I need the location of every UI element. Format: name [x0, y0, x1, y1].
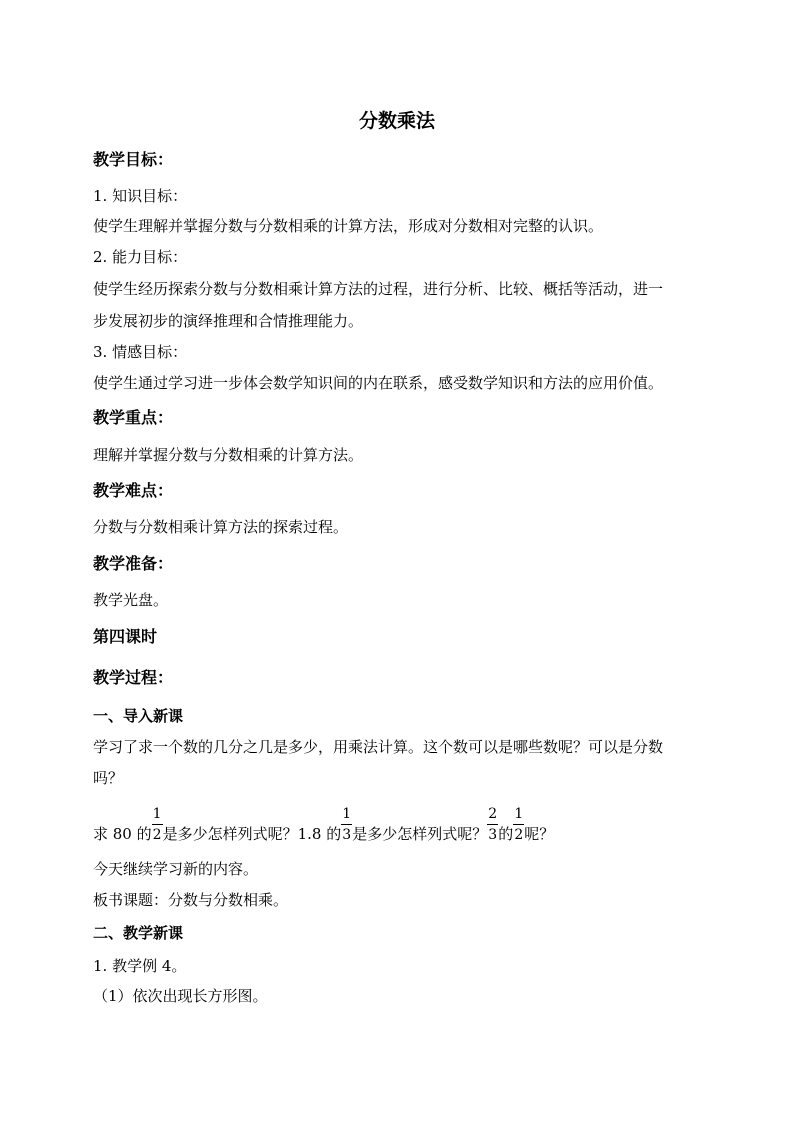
lesson-heading: 第四课时	[93, 627, 158, 646]
example-text: 1. 教学例 4。	[93, 957, 187, 975]
fraction-two-thirds	[487, 805, 498, 844]
objective-2-text-line-2: 步发展初步的演绎推理和合情推理能力。	[93, 312, 364, 330]
today-text: 今天继续学习新的内容。	[93, 860, 259, 878]
question-line	[93, 805, 554, 849]
fraction-one-third	[341, 805, 352, 844]
fraction-denominator: 3	[488, 827, 498, 843]
question-part-3: 是多少怎样列式呢？	[352, 825, 488, 843]
fraction-numerator: 1	[513, 805, 524, 825]
key-points-heading: 教学重点：	[93, 408, 174, 427]
process-heading: 教学过程：	[93, 668, 174, 687]
objective-2-label: 2. 能力目标：	[93, 248, 188, 266]
objective-1-label: 1. 知识目标：	[93, 187, 188, 205]
question-part-1: 求 80 的	[93, 825, 152, 843]
fraction-numerator: 2	[487, 805, 498, 825]
difficulties-heading: 教学难点：	[93, 481, 174, 500]
question-part-5: 呢？	[524, 825, 555, 843]
board-text: 板书课题：分数与分数相乘。	[93, 891, 289, 909]
objectives-heading: 教学目标：	[93, 150, 174, 169]
difficulties-text: 分数与分数相乘计算方法的探索过程。	[93, 518, 349, 536]
preparation-heading: 教学准备：	[93, 554, 174, 573]
fraction-numerator: 1	[341, 805, 352, 825]
preparation-text: 教学光盘。	[93, 591, 169, 609]
fraction-denominator: 2	[514, 827, 524, 843]
question-part-2: 是多少怎样列式呢？1.8 的	[162, 825, 342, 843]
objective-1-text: 使学生理解并掌握分数与分数相乘的计算方法，形成对分数相对完整的认识。	[93, 217, 604, 235]
question-part-4: 的	[498, 825, 514, 843]
intro-text-line-2: 吗？	[93, 769, 124, 787]
fraction-numerator: 1	[152, 805, 163, 825]
page-title: 分数乘法	[358, 110, 435, 132]
objective-2-text-line-1: 使学生经历探索分数与分数相乘计算方法的过程，进行分析、比较、概括等活动，进一	[93, 280, 664, 298]
step-1-text: （1）依次出现长方形图。	[93, 987, 268, 1005]
section-1-heading: 一、导入新课	[93, 707, 184, 725]
fraction-denominator: 3	[342, 827, 352, 843]
objective-3-label: 3. 情感目标：	[93, 343, 188, 361]
intro-text-line-1: 学习了求一个数的几分之几是多少，用乘法计算。这个数可以是哪些数呢？可以是分数	[93, 738, 664, 756]
fraction-one-half	[152, 805, 163, 844]
section-2-heading: 二、教学新课	[93, 924, 184, 942]
fraction-one-half-2	[513, 805, 524, 844]
objective-3-text: 使学生通过学习进一步体会数学知识间的内在联系，感受数学知识和方法的应用价值。	[93, 374, 664, 392]
fraction-denominator: 2	[152, 827, 162, 843]
key-points-text: 理解并掌握分数与分数相乘的计算方法。	[93, 446, 364, 464]
